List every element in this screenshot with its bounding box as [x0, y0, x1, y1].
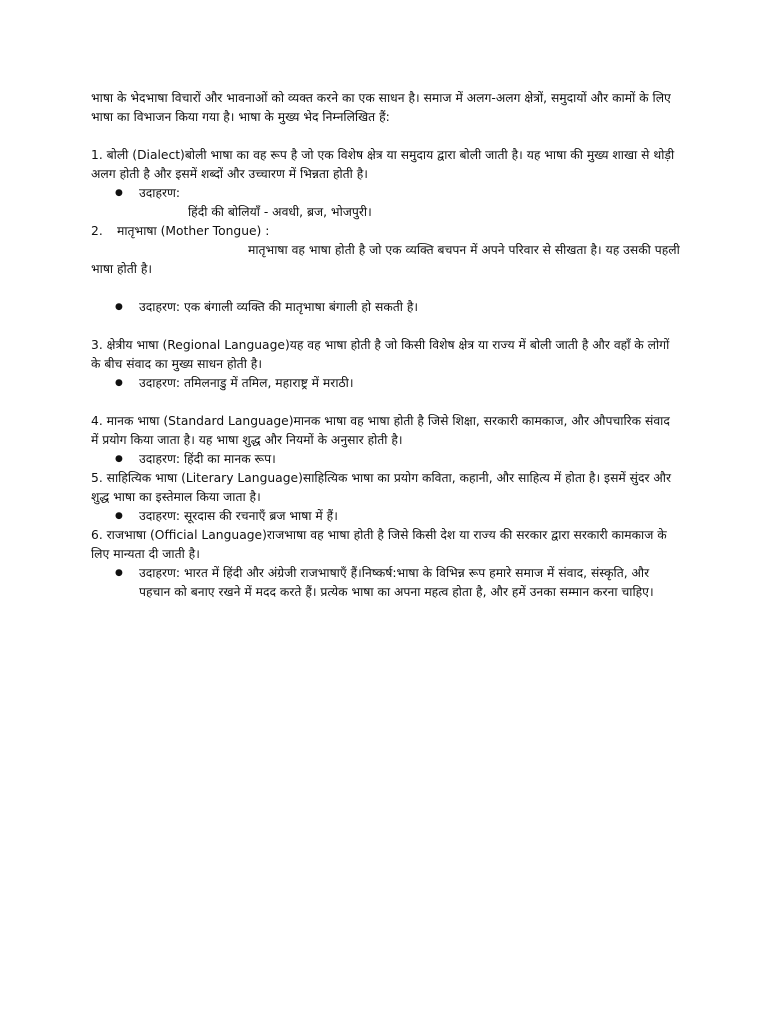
section-3-bullet — [111, 374, 681, 393]
section-5-bullet-text: उदाहरण: सूरदास की रचनाएँ ब्रज भाषा में हैं। — [139, 509, 338, 523]
bullet-icon: ● — [115, 302, 123, 312]
spacer — [91, 279, 681, 298]
section-2-heading — [91, 222, 681, 241]
bullet-icon: ● — [115, 188, 123, 198]
bullet-icon: ● — [115, 568, 123, 578]
section-1-paragraph: 1. बोली (Dialect)बोली भाषा का वह रूप है जो एक विशेष क्षेत्र या समुदाय द्वारा बोली जाती है। यह भाषा की मुख्य शाखा से थोड़ी अलग होती है और इसमें शब्दों और उच्चारण में भिन्नता होती है। — [91, 148, 675, 181]
section-1-bullet-text: उदाहरण: — [139, 186, 181, 200]
section-4-paragraph: 4. मानक भाषा (Standard Language)मानक भाषा वह भाषा होती है जिसे शिक्षा, सरकारी कामकाज, और औपचारिक संवाद में प्रयोग किया जाता है। यह भाषा शुद्ध और नियमों के अनुसार होती है। — [91, 414, 670, 447]
bullet-icon: ● — [115, 454, 123, 464]
section-2-bullet — [111, 298, 681, 317]
section-2-paragraph: मातृभाषा वह भाषा होती है जो एक व्यक्ति बचपन में अपने परिवार से सीखता है। यह उसकी पहली भाषा होती है। — [91, 243, 680, 276]
section-1-bullet — [111, 184, 681, 203]
section-1-example: हिंदी की बोलियाँ - अवधी, ब्रज, भोजपुरी। — [188, 205, 372, 219]
section-5-paragraph: 5. साहित्यिक भाषा (Literary Language)साहित्यिक भाषा का प्रयोग कविता, कहानी, और साहित्य में होता है। इसमें सुंदर और शुद्ध भाषा का इस्तेमाल किया जाता है। — [91, 471, 672, 504]
section-6-bullet — [111, 564, 681, 602]
bullet-icon: ● — [115, 378, 123, 388]
section-3-paragraph: 3. क्षेत्रीय भाषा (Regional Language)यह वह भाषा होती है जो किसी विशेष क्षेत्र या राज्य में बोली जाती है और वहाँ के लोगों के बीच संवाद का मुख्य साधन होती है। — [91, 338, 670, 371]
section-4-bullet — [111, 450, 681, 469]
section-3-bullet-text: उदाहरण: तमिलनाडु में तमिल, महाराष्ट्र में मराठी। — [139, 376, 354, 390]
section-6-paragraph: 6. राजभाषा (Official Language)राजभाषा वह भाषा होती है जिसे किसी देश या राज्य की सरकार द्वारा सरकारी कामकाज के लिए मान्यता दी जाती है। — [91, 528, 667, 561]
spacer — [91, 317, 681, 336]
section-2-number: 2. — [91, 224, 103, 238]
spacer — [91, 127, 681, 146]
section-6-bullet-text: उदाहरण: भारत में हिंदी और अंग्रेजी राजभाषाएँ हैं।निष्कर्ष:भाषा के विभिन्न रूप हमारे समाज में संवाद, संस्कृति, और पहचान को बनाए रखने में मदद करते हैं। प्रत्येक भाषा का अपना महत्व होता है, और हमें उनका सम्मान करना चाहिए। — [139, 566, 654, 599]
section-4-bullet-text: उदाहरण: हिंदी का मानक रूप। — [139, 452, 276, 466]
document-body — [91, 89, 681, 602]
bullet-icon: ● — [115, 511, 123, 521]
section-2-bullet-text: उदाहरण: एक बंगाली व्यक्ति की मातृभाषा बंगाली हो सकती है। — [139, 300, 419, 314]
intro-paragraph: भाषा के भेदभाषा विचारों और भावनाओं को व्यक्त करने का एक साधन है। समाज में अलग-अलग क्षेत्रों, समुदायों और कामों के लिए भाषा का विभाजन किया गया है। भाषा के मुख्य भेद निम्नलिखित हैं: — [91, 91, 671, 124]
section-2-heading-text: मातृभाषा (Mother Tongue) : — [117, 224, 270, 238]
spacer — [91, 393, 681, 412]
section-5-bullet — [111, 507, 681, 526]
